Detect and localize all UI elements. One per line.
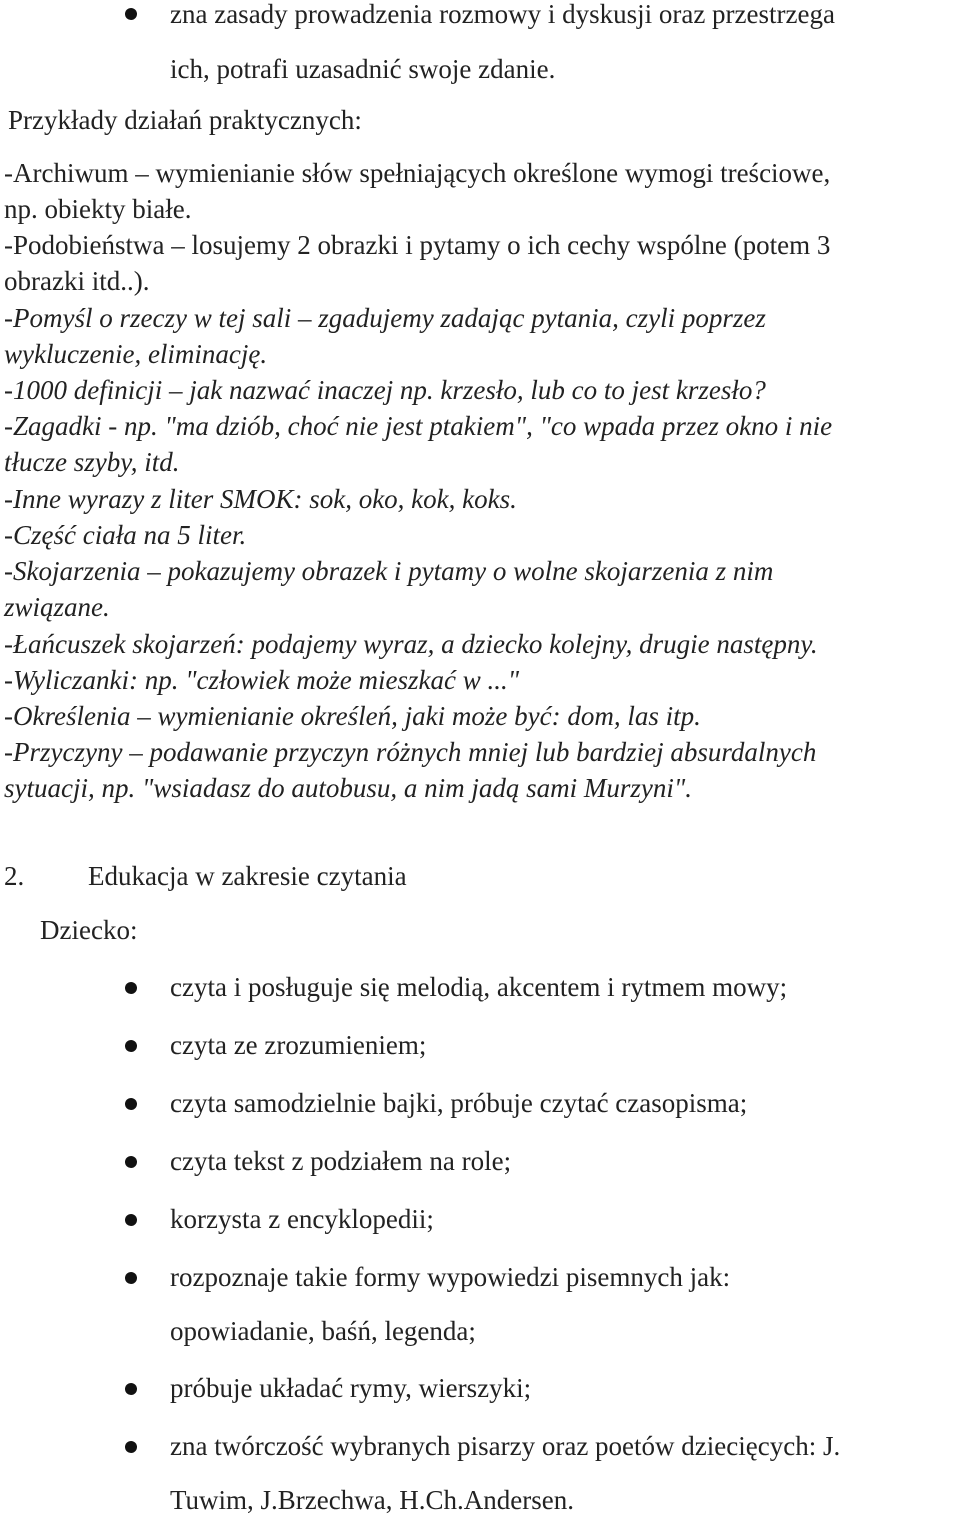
example-zagadki-1: -Zagadki - np. "ma dziób, choć nie jest ptakiem", "co wpada przez okno i nie bbox=[4, 411, 833, 441]
bullet-dot bbox=[125, 1214, 137, 1226]
bullet-dot bbox=[125, 1098, 137, 1110]
example-wyliczanki: -Wyliczanki: np. "człowiek może mieszkać w ..." bbox=[4, 665, 520, 695]
bullet-dot bbox=[125, 1156, 137, 1168]
example-podobienstwa-2: obrazki itd..). bbox=[4, 266, 150, 296]
bullet-dot bbox=[125, 1040, 137, 1052]
section-title: Edukacja w zakresie czytania bbox=[88, 861, 407, 891]
top-bullet-line-1: zna zasady prowadzenia rozmowy i dyskusji oraz przestrzega bbox=[170, 0, 835, 29]
example-podobienstwa-1: -Podobieństwa – losujemy 2 obrazki i pytamy o ich cechy wspólne (potem 3 bbox=[4, 230, 831, 260]
examples-heading: Przykłady działań praktycznych: bbox=[8, 105, 362, 135]
top-bullet-line-2: ich, potrafi uzasadnić swoje zdanie. bbox=[170, 54, 556, 84]
example-archiwum-1: -Archiwum – wymienianie słów spełniających określone wymogi treściowe, bbox=[4, 158, 831, 188]
reading-item-bajki: czyta samodzielnie bajki, próbuje czytać czasopisma; bbox=[170, 1088, 748, 1118]
section-subject: Dziecko: bbox=[40, 915, 138, 945]
example-pomysl-1: -Pomyśl o rzeczy w tej sali – zgadujemy zadając pytania, czyli poprzez bbox=[4, 303, 766, 333]
reading-item-role: czyta tekst z podziałem na role; bbox=[170, 1146, 512, 1176]
bullet-dot bbox=[125, 8, 137, 20]
section-number: 2. bbox=[4, 861, 25, 891]
bullet-dot bbox=[125, 1383, 137, 1395]
example-okreslenia: -Określenia – wymienianie określeń, jaki może być: dom, las itp. bbox=[4, 701, 701, 731]
example-lancuszek: -Łańcuszek skojarzeń: podajemy wyraz, a dziecko kolejny, drugie następny. bbox=[4, 629, 818, 659]
example-pomysl-2: wykluczenie, eliminację. bbox=[4, 339, 268, 369]
reading-item-melodia: czyta i posługuje się melodią, akcentem i rytmem mowy; bbox=[170, 972, 788, 1002]
bullet-dot bbox=[125, 1441, 137, 1453]
reading-item-formy-2: opowiadanie, baśń, legenda; bbox=[170, 1316, 476, 1346]
reading-item-zrozumienie: czyta ze zrozumieniem; bbox=[170, 1030, 427, 1060]
example-przyczyny-1: -Przyczyny – podawanie przyczyn różnych mniej lub bardziej absurdalnych bbox=[4, 737, 817, 767]
reading-item-pisarze-1: zna twórczość wybranych pisarzy oraz poetów dziecięcych: J. bbox=[170, 1431, 841, 1461]
reading-item-formy-1: rozpoznaje takie formy wypowiedzi pisemnych jak: bbox=[170, 1262, 731, 1292]
reading-item-pisarze-2: Tuwim, J.Brzechwa, H.Ch.Andersen. bbox=[170, 1485, 574, 1515]
example-czesc-ciala: -Część ciała na 5 liter. bbox=[4, 520, 247, 550]
bullet-dot bbox=[125, 1272, 137, 1284]
example-zagadki-2: tłucze szyby, itd. bbox=[4, 447, 180, 477]
example-skojarzenia-2: związane. bbox=[4, 592, 110, 622]
example-smok: -Inne wyrazy z liter SMOK: sok, oko, kok, koks. bbox=[4, 484, 517, 514]
bullet-dot bbox=[125, 982, 137, 994]
example-archiwum-2: np. obiekty białe. bbox=[4, 194, 192, 224]
reading-item-encyklopedia: korzysta z encyklopedii; bbox=[170, 1204, 434, 1234]
example-skojarzenia-1: -Skojarzenia – pokazujemy obrazek i pytamy o wolne skojarzenia z nim bbox=[4, 556, 774, 586]
example-przyczyny-2: sytuacji, np. "wsiadasz do autobusu, a nim jadą sami Murzyni". bbox=[4, 773, 692, 803]
reading-item-rymy: próbuje układać rymy, wierszyki; bbox=[170, 1373, 532, 1403]
example-definicje: -1000 definicji – jak nazwać inaczej np. krzesło, lub co to jest krzesło? bbox=[4, 375, 766, 405]
